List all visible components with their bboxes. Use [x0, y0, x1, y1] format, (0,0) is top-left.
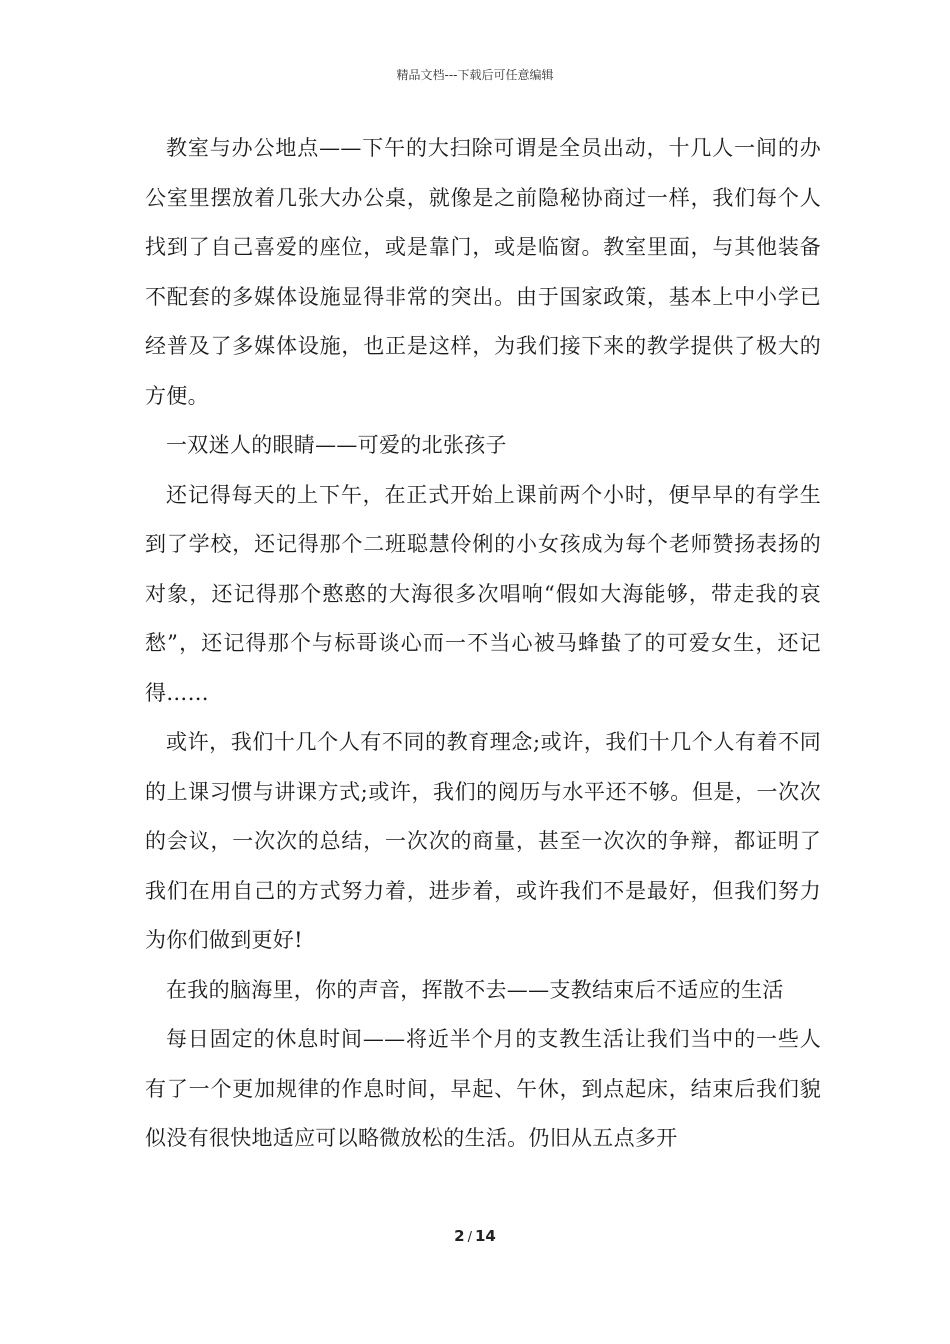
page-number: [0, 1227, 950, 1245]
paragraph-daily-schedule: 每日固定的休息时间——将近半个月的支教生活让我们当中的一些人有了一个更加规律的作息时间，早起、午休，到点起床，结束后我们貌似没有很快地适应可以略微放松的生活。仍旧从五点多开: [145, 1027, 821, 1150]
document-body: [145, 124, 821, 1164]
paragraph-classroom-office: 教室与办公地点——下午的大扫除可谓是全员出动，十几人一间的办公室里摆放着几张大办公桌，就像是之前隐秘协商过一样，我们每个人找到了自己喜爱的座位，或是靠门，或是临窗。教室里面，与其他装备不配套的多媒体设施显得非常的突出。由于国家政策，基本上中小学已经普及了多媒体设施，也正是这样，为我们接下来的教学提供了极大的方便。: [145, 136, 821, 408]
section-heading-after-teaching: 在我的脑海里，你的声音，挥散不去——支教结束后不适应的生活: [166, 977, 784, 1002]
paragraph-teaching-reflection: 或许，我们十几个人有不同的教育理念;或许，我们十几个人有着不同的上课习惯与讲课方式;或许，我们的阅历与水平还不够。但是，一次次的会议，一次次的总结，一次次的商量，甚至一次次的争辩，都证明了我们在用自己的方式努力着，进步着，或许我们不是最好，但我们努力为你们做到更好!: [145, 730, 821, 952]
page-header: 精品文档---下载后可任意编辑: [396, 68, 554, 82]
section-heading-children: 一双迷人的眼睛——可爱的北张孩子: [166, 433, 507, 457]
page-separator: /: [467, 1230, 472, 1245]
paragraph-memories: 还记得每天的上下午，在正式开始上课前两个小时，便早早的有学生到了学校，还记得那个二班聪慧伶俐的小女孩成为每个老师赞扬表扬的对象，还记得那个憨憨的大海很多次唱响“假如大海能够，带走我的哀愁”，还记得那个与标哥谈心而一不当心被马蜂蛰了的可爱女生，还记得……: [145, 482, 821, 705]
total-page-count: 14: [474, 1227, 496, 1245]
current-page-number: 2: [454, 1227, 465, 1245]
